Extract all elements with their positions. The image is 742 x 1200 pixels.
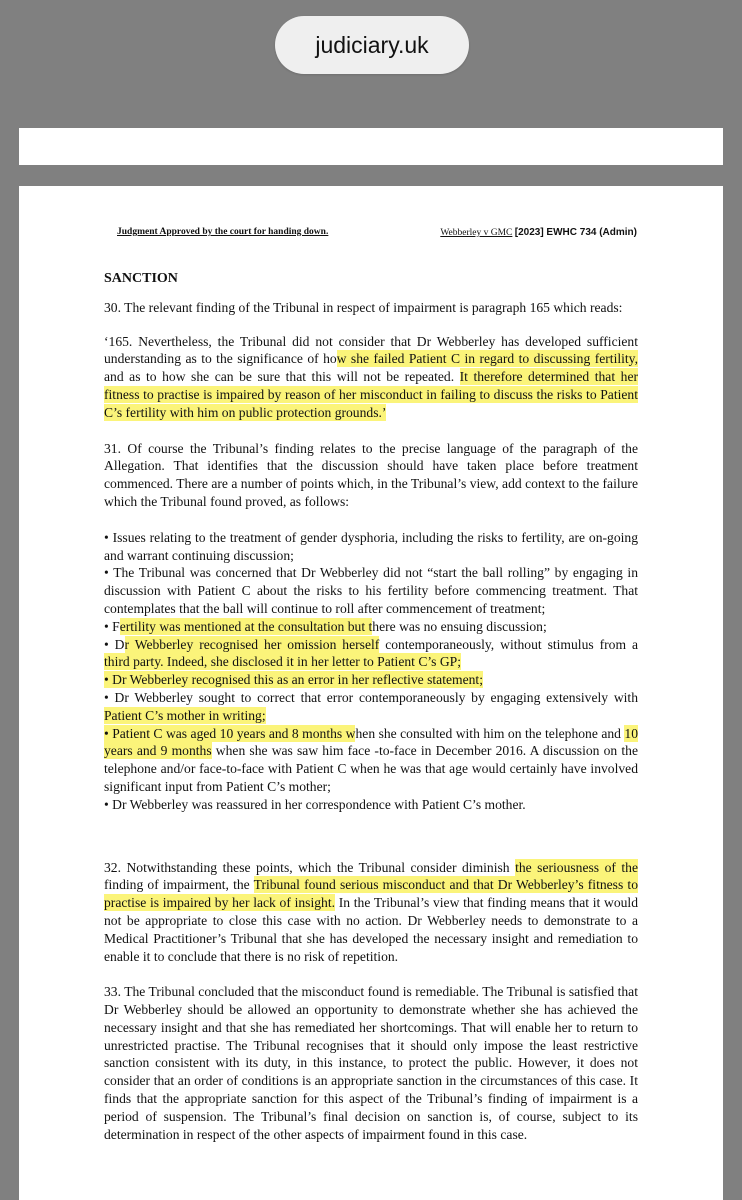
header-right bbox=[440, 227, 637, 238]
bullet-text: • D bbox=[104, 636, 125, 652]
paragraph-text: In the Tribunal’s view that finding means that it would not be appropriate to close this case with no action. Dr Webberley needs to demonstrate to a Medical Practitioner’s Tribunal that she has developed the necessary insight and remediation to enable it to conclude that there is no risk of repetition. bbox=[104, 895, 639, 964]
highlight: • Dr Webberley recognised this as an error in her reflective statement; bbox=[104, 672, 483, 688]
paragraph-30: 30. The relevant finding of the Tribunal in respect of impairment is paragraph 165 which reads: bbox=[104, 299, 623, 315]
bullet-5 bbox=[104, 671, 638, 689]
bullet-6 bbox=[104, 689, 638, 725]
bullet-text: contemporaneously, without stimulus from a bbox=[379, 636, 638, 652]
bullet-text: • Dr Webberley sought to correct that error contemporaneously by engaging extensively with bbox=[104, 689, 638, 705]
url-pill[interactable] bbox=[275, 16, 469, 74]
header-case-name: Webberley v GMC bbox=[440, 228, 513, 238]
highlight: r Webberley recognised her omission herself bbox=[124, 636, 380, 652]
bullet-8: • Dr Webberley was reassured in her correspondence with Patient C’s mother. bbox=[104, 796, 526, 812]
url-label: judiciary.uk bbox=[315, 31, 429, 58]
paragraph-text: finding of impairment, the bbox=[104, 877, 254, 893]
bullet-text: here was no ensuing discussion; bbox=[372, 618, 547, 634]
quote-text: and as to how she can be sure that this will not be repeated. bbox=[104, 369, 460, 385]
header-citation: [2023] EWHC 734 (Admin) bbox=[514, 227, 637, 238]
bullet-7 bbox=[104, 725, 638, 796]
judgment-body bbox=[104, 270, 638, 1143]
document-page bbox=[19, 186, 723, 1200]
highlight: Patient C’s mother in writing; bbox=[104, 707, 266, 723]
quote-text: ‘165. Nevertheless, the Tribunal did not consider that Dr Webberley has developed sufficient understanding as to the significance of ho bbox=[104, 333, 638, 367]
bullet-text: hen she consulted with him on the telephone and bbox=[355, 725, 625, 741]
highlight: ertility was mentioned at the consultation but t bbox=[119, 618, 373, 634]
highlight: the seriousness of the bbox=[515, 859, 638, 875]
bullet-3 bbox=[104, 618, 638, 636]
bullet-text: when she was saw him face -to-face in December 2016. A discussion on the telephone and/or face-to-face with Patient C when he was that age would certainly have involved significant input from Patient C’s mother; bbox=[104, 743, 638, 794]
highlight: It therefore determined that her fitness to practise is impaired by reason of her misconduct in failing to discuss the risks to Patient C’s fertility with him on public protection grounds.’ bbox=[104, 369, 639, 420]
highlight: third party. Indeed, she disclosed it in her letter to Patient C’s GP; bbox=[104, 654, 462, 670]
bullet-text: • F bbox=[104, 618, 120, 634]
highlight: • Patient C was aged 10 years and 8 months w bbox=[104, 725, 356, 741]
paragraph-text: 32. Notwithstanding these points, which the Tribunal consider diminish bbox=[104, 859, 516, 875]
paragraph-31: 31. Of course the Tribunal’s finding relates to the precise language of the paragraph of the Allegation. That identifies that the discussion should have taken place before treatment commenced. There are a number of points which, in the Tribunal’s view, add context to the failure which the Tribunal found proved, as follows: bbox=[104, 440, 638, 509]
bullet-1: • Issues relating to the treatment of gender dysphoria, including the risks to fertility, are on-going and warrant continuing discussion; bbox=[104, 529, 638, 563]
previous-page-strip bbox=[19, 128, 723, 165]
highlight: w she failed Patient C in regard to discussing fertility, bbox=[336, 351, 638, 367]
bullet-2: • The Tribunal was concerned that Dr Webberley did not “start the ball rolling” by engaging in discussion with Patient C about the risks to his fertility before commencing treatment. That contemplates that the ball will continue to roll after commencement of treatment; bbox=[104, 565, 638, 616]
running-header bbox=[117, 227, 637, 243]
bullet-4 bbox=[104, 636, 638, 672]
highlight: 10 years and 9 months bbox=[104, 725, 638, 759]
header-left: Judgment Approved by the court for handing down. bbox=[117, 227, 329, 237]
quoted-paragraph-165 bbox=[104, 333, 638, 422]
highlight: Tribunal found serious misconduct and that Dr Webberley’s fitness to practise is impaired by her lack of insight. bbox=[104, 877, 638, 911]
paragraph-33: 33. The Tribunal concluded that the misconduct found is remediable. The Tribunal is satisfied that Dr Webberley should be allowed an opportunity to demonstrate whether she has achieved the necessary insight and that she has remediated her shortcomings. That will enable her to return to unrestricted practise. The Tribunal recognises that it should only impose the least restrictive sanction consistent with its duty, in this instance, to protect the public. However, it does not consider that an order of conditions is an appropriate sanction in the circumstances of this case. It finds that the appropriate sanction for this aspect of the Tribunal’s finding of impairment is a period of suspension. The Tribunal’s final decision on sanction is, of course, subject to its determination in respect of the other aspects of impairment found in this case. bbox=[104, 984, 638, 1142]
paragraph-32 bbox=[104, 859, 638, 966]
section-heading: SANCTION bbox=[104, 271, 178, 286]
